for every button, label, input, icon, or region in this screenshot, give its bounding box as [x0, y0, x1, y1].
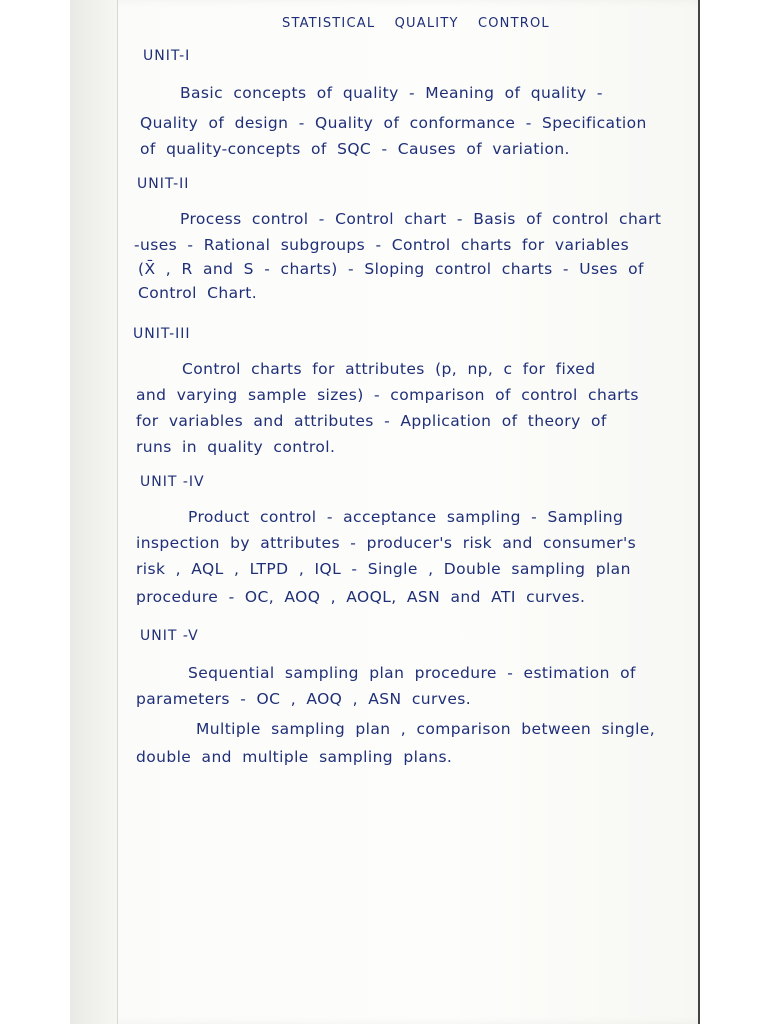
unit-3-line-1: Control charts for attributes (p, np, c for fixed [182, 360, 596, 378]
unit-4-line-4: procedure - OC, AOQ , AOQL, ASN and ATI curves. [136, 588, 586, 606]
unit-3-line-2: and varying sample sizes) - comparison of control charts [136, 386, 639, 404]
unit-1-line-2: Quality of design - Quality of conformance - Specification [140, 114, 647, 132]
unit-4-heading: UNIT -IV [140, 474, 205, 490]
unit-2-line-1: Process control - Control chart - Basis of control chart [180, 210, 662, 228]
unit-5-heading: UNIT -V [140, 628, 199, 644]
page-title: STATISTICAL QUALITY CONTROL [282, 16, 550, 31]
unit-1-line-3: of quality-concepts of SQC - Causes of variation. [140, 140, 570, 158]
unit-3-line-4: runs in quality control. [136, 438, 336, 456]
unit-2-line-2: -uses - Rational subgroups - Control charts for variables [134, 236, 630, 254]
unit-3-line-3: for variables and attributes - Application of theory of [136, 412, 607, 430]
unit-1-heading: UNIT-I [143, 48, 191, 64]
unit-5-line-2: parameters - OC , AOQ , ASN curves. [136, 690, 472, 708]
unit-5-line-4: double and multiple sampling plans. [136, 748, 453, 766]
unit-4-line-3: risk , AQL , LTPD , IQL - Single , Double sampling plan [136, 560, 631, 578]
page-binding [70, 0, 118, 1024]
unit-4-line-1: Product control - acceptance sampling - Sampling [188, 508, 624, 526]
unit-5-line-1: Sequential sampling plan procedure - estimation of [188, 664, 636, 682]
page-fold-line [117, 0, 118, 1024]
unit-2-line-3: (X̄ , R and S - charts) - Sloping control charts - Uses of [138, 260, 644, 278]
unit-5-line-3: Multiple sampling plan , comparison between single, [196, 720, 656, 738]
unit-3-heading: UNIT-III [133, 326, 191, 342]
unit-2-line-4: Control Chart. [138, 284, 258, 302]
unit-2-heading: UNIT-II [137, 176, 190, 192]
unit-1-line-1: Basic concepts of quality - Meaning of quality - [180, 84, 603, 102]
unit-4-line-2: inspection by attributes - producer's risk and consumer's [136, 534, 637, 552]
